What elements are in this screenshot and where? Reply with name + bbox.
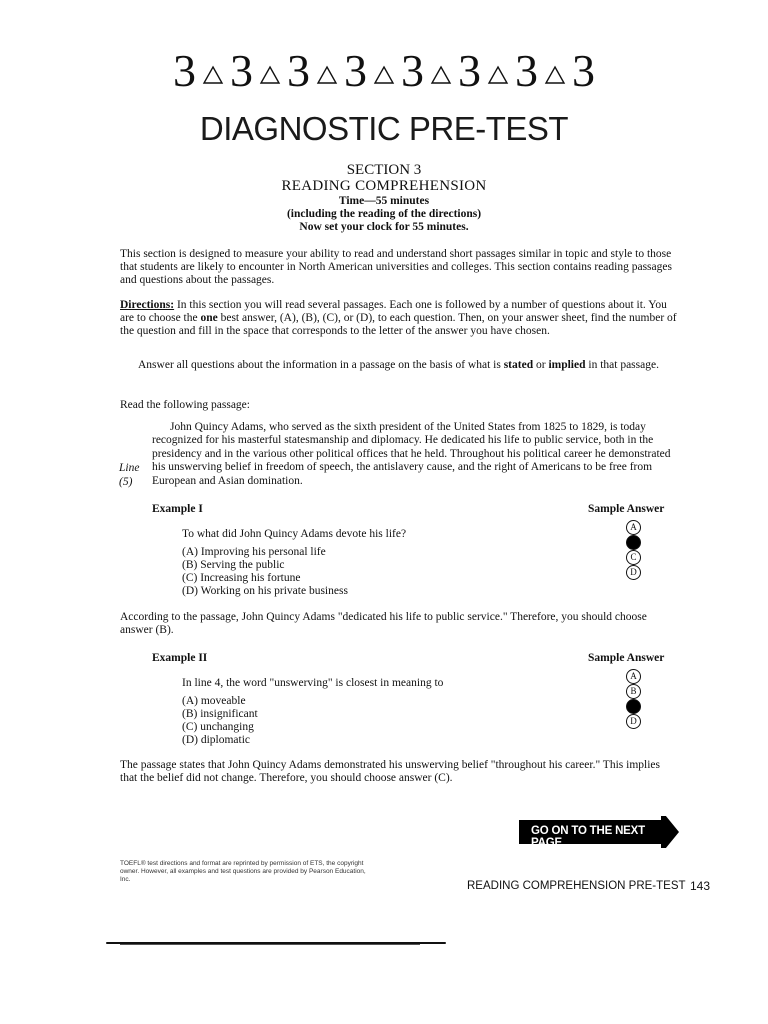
answer-all-paragraph <box>120 359 680 372</box>
section-time: Time—55 minutes <box>338 195 430 207</box>
banner-number: 3 <box>287 45 310 96</box>
example-question: To what did John Quincy Adams devote his life? <box>182 528 407 540</box>
answer-bubble: C <box>626 550 641 565</box>
page-number: 143 <box>690 879 711 893</box>
answer-option: (C) Increasing his fortune <box>182 572 301 584</box>
sample-answer-label: Sample Answer <box>588 503 665 515</box>
page-title: DIAGNOSTIC PRE-TEST <box>199 110 569 147</box>
footer-title: READING COMPREHENSION PRE-TEST <box>467 880 686 892</box>
triangle-icon <box>430 64 452 86</box>
triangle-icon <box>202 64 224 86</box>
triangle-icon <box>259 64 281 86</box>
directions-text: In this section you will read several passages. Each one is followed by a number of questions about it. You are to choose the <box>120 299 667 324</box>
answer-bubble-filled: C <box>626 699 641 714</box>
next-page-label: GO ON TO THE NEXT PAGE <box>531 825 645 849</box>
answer-bubble: D <box>626 714 641 729</box>
answer-bubble: B <box>626 684 641 699</box>
banner-number: 3 <box>230 45 253 96</box>
directions-label: Directions: <box>120 299 175 311</box>
banner-number: 3 <box>173 45 196 96</box>
stated-emphasis: stated <box>503 359 534 371</box>
banner-number: 3 <box>515 45 538 96</box>
directions-paragraph <box>120 299 680 338</box>
banner-number: 3 <box>572 45 595 96</box>
triangle-icon <box>373 64 395 86</box>
section-time-note: (including the reading of the directions) <box>286 208 482 220</box>
answer-option: (B) Serving the public <box>182 559 285 571</box>
answer-option: (D) Working on his private business <box>182 585 348 597</box>
answer-bubble: A <box>626 520 641 535</box>
intro-paragraph: This section is designed to measure your ability to read and understand short passages similar in topic and style to those that students are likely to encounter in North American universities and colleges. This section contains reading passages and questions about the passages. <box>120 248 672 286</box>
answer-all-text: in that passage. <box>585 359 659 371</box>
section-clock-note: Now set your clock for 55 minutes. <box>299 221 469 233</box>
sample-answer-label: Sample Answer <box>588 652 665 664</box>
reading-passage: John Quincy Adams, who served as the sixth president of the United States from 1825 to 1829, is today recognized for his masterful statesmanship and diplomacy. He dedicated his life to public service, both in the presidency and in the various other political offices that he held. Throughout his political career he demonstrated his unswerving belief in freedom of speech, the antislavery cause, and the right of Americans to be free from European and Asian domination. <box>152 421 671 487</box>
answer-all-or: or <box>533 359 549 371</box>
example-question: In line 4, the word "unswerving" is closest in meaning to <box>182 677 444 689</box>
section-number: SECTION 3 <box>346 162 422 178</box>
banner-number: 3 <box>344 45 367 96</box>
directions-text: best answer, (A), (B), (C), or (D), to each question. Then, on your answer sheet, find the number of the question and fill in the space that corresponds to the letter of the answer you have chosen. <box>120 312 677 337</box>
directions-emphasis: one <box>200 312 218 324</box>
copyright-note: TOEFL® test directions and format are reprinted by permission of ETS, the copyright owner. However, all examples and test questions are provided by Pearson Education, Inc. <box>120 860 366 883</box>
next-page-arrow <box>519 816 663 848</box>
answer-bubble-filled: B <box>626 535 641 550</box>
answer-bubble: D <box>626 565 641 580</box>
banner-number: 3 <box>401 45 424 96</box>
triangle-icon <box>544 64 566 86</box>
line-marker: (5) <box>119 476 133 488</box>
answer-bubble: A <box>626 669 641 684</box>
answer-option: (C) unchanging <box>182 721 254 733</box>
banner-number: 3 <box>458 45 481 96</box>
example-explanation: The passage states that John Quincy Adams demonstrated his unswerving belief "throughout his career." This implies that the belief did not change. Therefore, you should choose answer (C). <box>120 759 660 784</box>
triangle-icon <box>487 64 509 86</box>
example-title: Example II <box>152 652 208 664</box>
section-name: READING COMPREHENSION <box>281 178 487 194</box>
answer-option: (D) diplomatic <box>182 734 251 746</box>
answer-option: (A) Improving his personal life <box>182 546 326 558</box>
bottom-rule-shadow <box>120 944 420 945</box>
section-banner <box>0 45 768 96</box>
answer-option: (A) moveable <box>182 695 246 707</box>
answer-option: (B) insignificant <box>182 708 258 720</box>
triangle-icon <box>316 64 338 86</box>
answer-all-text: Answer all questions about the information in a passage on the basis of what is <box>138 359 504 371</box>
implied-emphasis: implied <box>548 359 586 371</box>
example-explanation: According to the passage, John Quincy Adams "dedicated his life to public service." Therefore, you should choose answer (B). <box>120 611 647 636</box>
line-marker: Line <box>119 462 140 474</box>
read-following-label: Read the following passage: <box>120 399 250 411</box>
example-title: Example I <box>152 503 203 515</box>
